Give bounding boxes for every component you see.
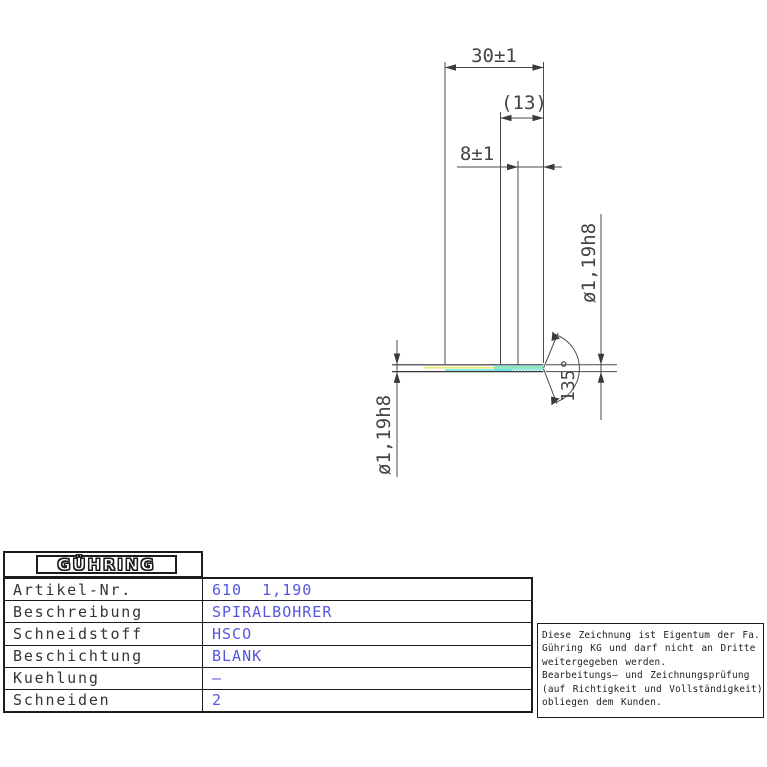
dim-label-diameter-right: ø1,19h8 xyxy=(578,222,600,303)
row-value-beschreibung: SPIRALBOHRER xyxy=(212,602,333,621)
dim-diameter-left xyxy=(373,340,400,477)
drill-body xyxy=(392,365,544,372)
table-row xyxy=(5,622,531,644)
disclaimer-line: (auf Richtigkeit und Vollständigkeit) xyxy=(542,683,763,695)
table-row xyxy=(5,667,531,689)
guehring-logo xyxy=(36,555,177,574)
table-row xyxy=(5,579,531,600)
table-row xyxy=(5,689,531,711)
arrow-left-icon xyxy=(501,115,512,122)
table-row xyxy=(5,645,531,667)
dim-label-total-length: 30±1 xyxy=(471,45,517,67)
arrow-right-icon xyxy=(507,164,518,171)
disclaimer-line: Bearbeitungs– und Zeichnungsprüfung xyxy=(542,670,750,682)
disclaimer-line: Gühring KG und darf nicht an Dritte xyxy=(542,643,756,655)
row-label-kuehlung: Kuehlung xyxy=(5,668,203,689)
row-value-artikel-nr: 610 1,190 xyxy=(212,580,313,599)
arrow-right-icon xyxy=(533,115,544,122)
arrow-right-icon xyxy=(533,64,544,71)
table-row xyxy=(5,600,531,622)
row-label-artikel-nr: Artikel-Nr. xyxy=(5,579,203,600)
dim-diameter-right xyxy=(546,214,617,420)
row-value-schneidstoff: HSCO xyxy=(212,624,253,643)
arrow-down-icon xyxy=(394,354,401,365)
row-label-beschichtung: Beschichtung xyxy=(5,646,203,667)
guehring-logo-text: GÜHRING xyxy=(57,554,156,574)
dim-point-length xyxy=(457,143,562,170)
row-label-schneiden: Schneiden xyxy=(5,690,203,711)
info-table xyxy=(3,551,533,713)
row-value-beschichtung: BLANK xyxy=(212,647,263,666)
dim-total-length xyxy=(445,45,544,71)
dim-label-point-length: 8±1 xyxy=(459,143,495,165)
dim-point-angle xyxy=(544,332,580,406)
arrow-left-icon xyxy=(544,164,555,171)
disclaimer-line: weitergegeben werden. xyxy=(542,656,667,668)
dim-label-diameter-left: ø1,19h8 xyxy=(373,394,395,475)
disclaimer-line: obliegen dem Kunden. xyxy=(542,697,662,709)
disclaimer-line: Diese Zeichnung ist Eigentum der Fa. xyxy=(542,630,760,641)
arrow-up-icon xyxy=(394,372,401,383)
dim-label-point-angle: 135° xyxy=(558,358,579,402)
disclaimer-box xyxy=(537,623,764,718)
arrow-down-icon xyxy=(598,354,605,365)
logo-cell xyxy=(3,551,203,578)
row-label-schneidstoff: Schneidstoff xyxy=(5,623,203,644)
arrow-left-icon xyxy=(445,64,456,71)
row-value-schneiden: 2 xyxy=(212,691,223,710)
info-table-rows xyxy=(3,577,533,713)
arrow-up-icon xyxy=(598,372,605,383)
row-value-kuehlung: – xyxy=(212,669,223,688)
row-label-beschreibung: Beschreibung xyxy=(5,601,203,622)
dim-aux-length xyxy=(501,92,547,121)
dim-label-aux-length: (13) xyxy=(501,92,547,114)
